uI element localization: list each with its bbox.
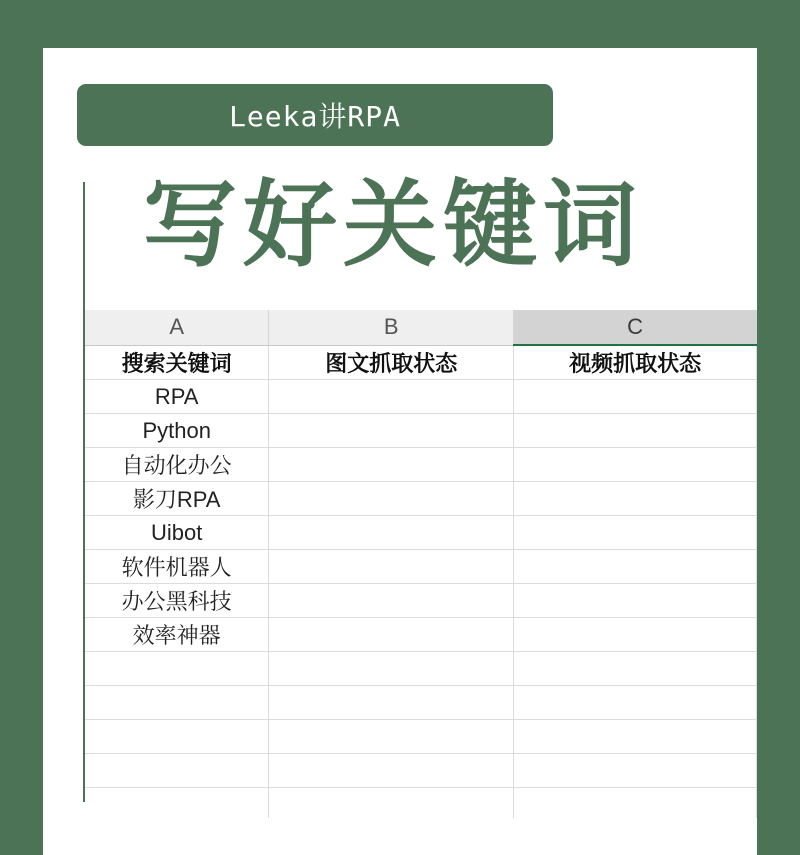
table-row: [85, 618, 757, 652]
empty-cell[interactable]: [514, 788, 757, 819]
video-status-cell[interactable]: [514, 618, 757, 652]
table-row: [85, 516, 757, 550]
image-status-cell[interactable]: [269, 584, 514, 618]
empty-cell[interactable]: [514, 754, 757, 788]
empty-cell[interactable]: [269, 754, 514, 788]
image-status-cell[interactable]: [269, 380, 514, 414]
table-row: [85, 482, 757, 516]
image-status-cell[interactable]: [269, 516, 514, 550]
empty-cell[interactable]: [269, 652, 514, 686]
keyword-cell[interactable]: Python: [85, 414, 269, 448]
column-header-row: [85, 310, 757, 345]
keyword-cell[interactable]: RPA: [85, 380, 269, 414]
empty-cell[interactable]: [85, 720, 269, 754]
empty-cell[interactable]: [269, 720, 514, 754]
empty-cell[interactable]: [85, 686, 269, 720]
table-row: [85, 686, 757, 720]
table-row: [85, 414, 757, 448]
table-row: [85, 380, 757, 414]
video-status-cell[interactable]: [514, 380, 757, 414]
table-header-row: [85, 345, 757, 380]
empty-cell[interactable]: [85, 754, 269, 788]
spreadsheet: [85, 310, 757, 818]
image-status-cell[interactable]: [269, 550, 514, 584]
poster-card: [43, 48, 757, 855]
image-status-cell[interactable]: [269, 448, 514, 482]
column-header-b[interactable]: B: [269, 310, 514, 345]
video-status-cell[interactable]: [514, 516, 757, 550]
keyword-cell[interactable]: 办公黑科技: [85, 584, 269, 618]
image-status-cell[interactable]: [269, 414, 514, 448]
author-badge-label: Leeka讲RPA: [229, 100, 401, 133]
video-status-cell[interactable]: [514, 448, 757, 482]
keyword-cell[interactable]: 自动化办公: [85, 448, 269, 482]
table-row: [85, 448, 757, 482]
keyword-cell[interactable]: Uibot: [85, 516, 269, 550]
keyword-cell[interactable]: 效率神器: [85, 618, 269, 652]
table-row: [85, 550, 757, 584]
empty-cell[interactable]: [269, 686, 514, 720]
image-status-cell[interactable]: [269, 618, 514, 652]
empty-cell[interactable]: [85, 788, 269, 819]
author-badge: [77, 84, 553, 146]
table-row: [85, 788, 757, 819]
keyword-cell[interactable]: 影刀RPA: [85, 482, 269, 516]
video-status-cell[interactable]: [514, 414, 757, 448]
keyword-cell[interactable]: 软件机器人: [85, 550, 269, 584]
empty-cell[interactable]: [269, 788, 514, 819]
table-row: [85, 584, 757, 618]
header-cell-keyword[interactable]: 搜索关键词: [85, 345, 269, 380]
table-row: [85, 754, 757, 788]
header-cell-video-status[interactable]: 视频抓取状态: [514, 345, 757, 380]
headline-title: 写好关键词: [143, 171, 644, 280]
empty-cell[interactable]: [85, 652, 269, 686]
video-status-cell[interactable]: [514, 584, 757, 618]
video-status-cell[interactable]: [514, 482, 757, 516]
table-row: [85, 652, 757, 686]
empty-cell[interactable]: [514, 720, 757, 754]
column-header-a[interactable]: A: [85, 310, 269, 345]
empty-cell[interactable]: [514, 652, 757, 686]
empty-cell[interactable]: [514, 686, 757, 720]
spreadsheet-grid: [85, 310, 757, 818]
table-row: [85, 720, 757, 754]
header-cell-image-status[interactable]: 图文抓取状态: [269, 345, 514, 380]
column-header-c[interactable]: C: [514, 310, 757, 345]
image-status-cell[interactable]: [269, 482, 514, 516]
video-status-cell[interactable]: [514, 550, 757, 584]
